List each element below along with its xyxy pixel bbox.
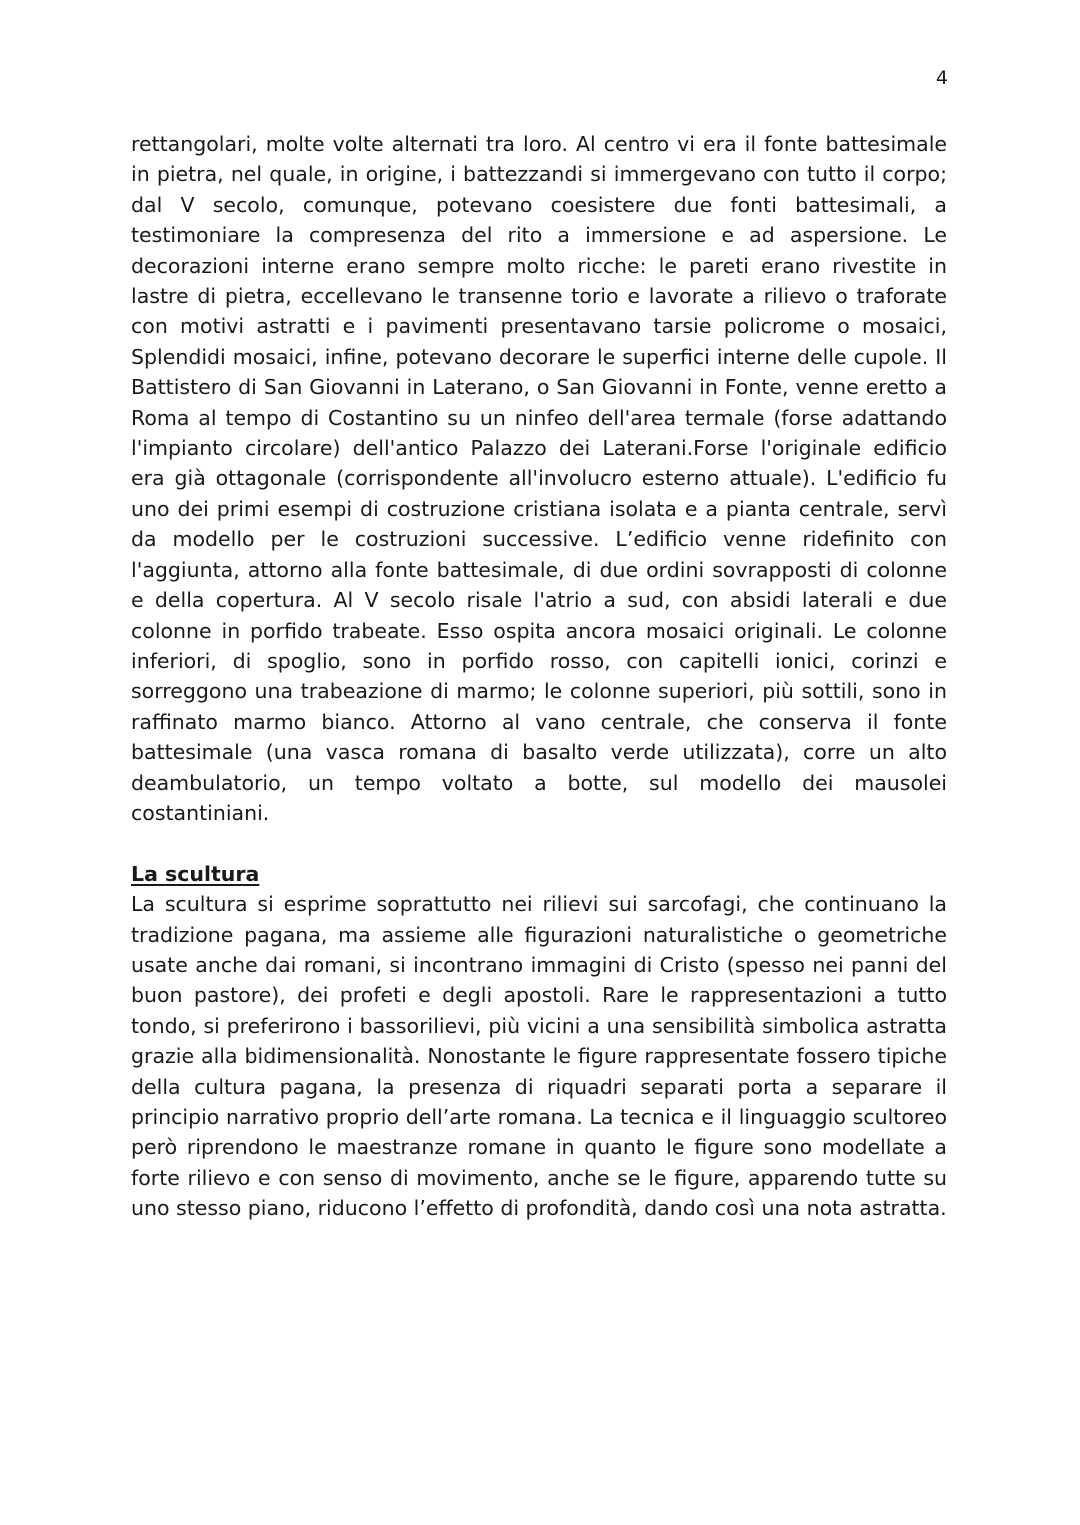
section-scultura: [131, 859, 947, 1224]
page-number: 4: [935, 67, 948, 89]
paragraph-scultura: La scultura si esprime soprattutto nei rilievi sui sarcofagi, che continuano la tradizione pagana, ma assieme alle figurazioni naturalistiche o geometriche usate anche dai romani, si incontrano immagini di Cristo (spesso nei panni del buon pastore), dei profeti e degli apostoli. Rare le rappresentazioni a tutto tondo, si preferirono i bassorilievi, più vicini a una sensibilità simbolica astratta grazie alla bidimensionalità. Nonostante le figure rappresentate fossero tipiche della cultura pagana, la presenza di riquadri separati porta a separare il principio narrativo proprio dell’arte romana. La tecnica e il linguaggio scultoreo però riprendono le maestranze romane in quanto le figure sono modellate a forte rilievo e con senso di movimento, anche se le figure, apparendo tutte su uno stesso piano, riducono l’effetto di profondità, dando così una nota astratta.: [131, 892, 947, 1221]
paragraph-battistero: rettangolari, molte volte alternati tra loro. Al centro vi era il fonte battesimale in pietra, nel quale, in origine, i battezzandi si immergevano con tutto il corpo; dal V secolo, comunque, potevano coesistere due fonti battesimali, a testimoniare la compresenza del rito a immersione e ad aspersione. Le decorazioni interne erano sempre molto ricche: le pareti erano rivestite in lastre di pietra, eccellevano le transenne torio e lavorate a rilievo o traforate con motivi astratti e i pavimenti presentavano tarsie policrome o mosaici, Splendidi mosaici, infine, potevano decorare le superfici interne delle cupole. Il Battistero di San Giovanni in Laterano, o San Giovanni in Fonte, venne eretto a Roma al tempo di Costantino su un ninfeo dell'area termale (forse adattando l'impianto circolare) dell'antico Palazzo dei Laterani.Forse l'originale edificio era già ottagonale (corrispondente all'involucro esterno attuale). L'edificio fu uno dei primi esempi di costruzione cristiana isolata e a pianta centrale, servì da modello per le costruzioni successive. L’edificio venne ridefinito con l'aggiunta, attorno alla fonte battesimale, di due ordini sovrapposti di colonne e della copertura. Al V secolo risale l'atrio a sud, con absidi laterali e due colonne in porfido trabeate. Esso ospita ancora mosaici originali. Le colonne inferiori, di spoglio, sono in porfido rosso, con capitelli ionici, corinzi e sorreggono una trabeazione di marmo; le colonne superiori, più sottili, sono in raffinato marmo bianco. Attorno al vano centrale, che conserva il fonte battesimale (una vasca romana di basalto verde utilizzata), corre un alto deambulatorio, un tempo voltato a botte, sul modello dei mausolei costantiniani.: [131, 132, 947, 825]
section-heading: La scultura: [131, 861, 260, 886]
document-body: [131, 129, 947, 1224]
